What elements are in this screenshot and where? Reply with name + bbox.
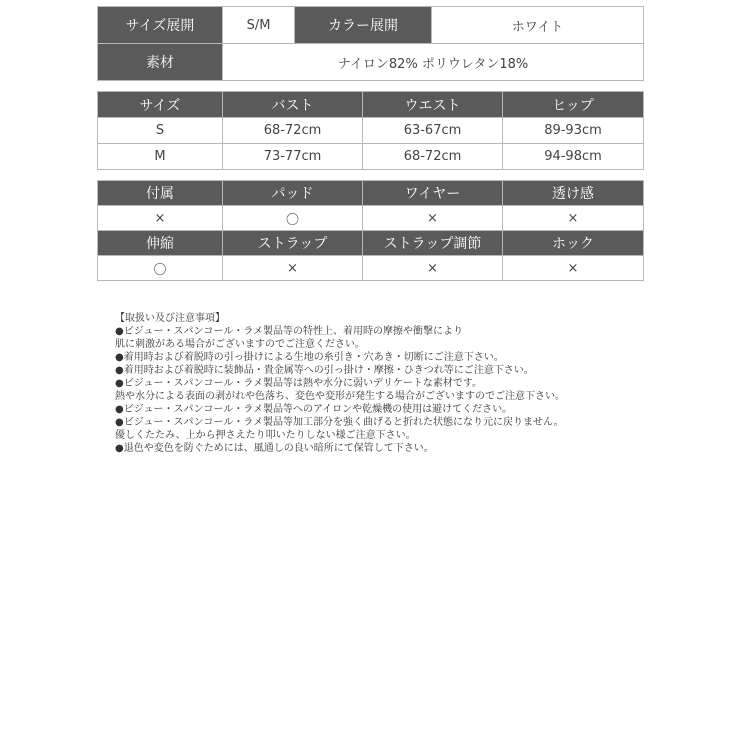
size-range-label: サイズ展開: [98, 7, 223, 44]
stretch-value: 〇: [98, 256, 223, 281]
waist-header: ウエスト: [363, 92, 503, 118]
spec-row-material: [98, 44, 644, 81]
feature-value-row-2: [98, 256, 644, 281]
note-line: ●ビジュー・スパンコール・ラメ製品等加工部分を強く曲げると折れた状態になり元に戻りません。: [115, 417, 564, 428]
color-range-value: ホワイト: [432, 7, 644, 44]
feature-value-row-1: [98, 206, 644, 231]
hook-value: ×: [503, 256, 644, 281]
size-range-value: S/M: [223, 7, 295, 44]
note-line: ●ビジュー・スパンコール・ラメ製品等へのアイロンや乾燥機の使用は避けてください。: [115, 404, 513, 415]
sheerness-header: 透け感: [503, 181, 644, 206]
hook-header: ホック: [503, 231, 644, 256]
accessory-header: 付属: [98, 181, 223, 206]
note-line: ●退色や変色を防ぐためには、風通しの良い暗所にて保管して下さい。: [115, 443, 434, 454]
care-notes: [115, 312, 635, 455]
wire-header: ワイヤー: [363, 181, 503, 206]
hip-cell: 89-93cm: [503, 118, 644, 144]
note-line: 肌に刺激がある場合がございますのでご注意ください。: [115, 339, 365, 350]
note-line: ●ビジュー・スパンコール・ラメ製品等の特性上、着用時の摩擦や衝撃により: [115, 326, 464, 337]
bust-header: バスト: [223, 92, 363, 118]
hip-cell: 94-98cm: [503, 144, 644, 170]
accessory-value: ×: [98, 206, 223, 231]
note-line: ●ビジュー・スパンコール・ラメ製品等は熱や水分に弱いデリケートな素材です。: [115, 378, 483, 389]
size-cell: S: [98, 118, 223, 144]
size-table: [97, 91, 644, 170]
feature-table: [97, 180, 644, 281]
strap-header: ストラップ: [223, 231, 363, 256]
bust-cell: 68-72cm: [223, 118, 363, 144]
hip-header: ヒップ: [503, 92, 644, 118]
feature-header-row-2: [98, 231, 644, 256]
bust-cell: 73-77cm: [223, 144, 363, 170]
pad-value: 〇: [223, 206, 363, 231]
feature-header-row-1: [98, 181, 644, 206]
strap-adjust-value: ×: [363, 256, 503, 281]
sheerness-value: ×: [503, 206, 644, 231]
waist-cell: 68-72cm: [363, 144, 503, 170]
note-line: 優しくたたみ、上から押さえたり叩いたりしない様ご注意下さい。: [115, 430, 416, 441]
pad-header: パッド: [223, 181, 363, 206]
note-line: ●着用時および着脱時の引っ掛けによる生地の糸引き・穴あき・切断にご注意下さい。: [115, 352, 504, 363]
size-row-m: [98, 144, 644, 170]
size-header: サイズ: [98, 92, 223, 118]
strap-value: ×: [223, 256, 363, 281]
note-line: 熱や水分による表面の剥がれや色落ち、変色や変形が発生する場合がございますのでご注意下さい。: [115, 391, 565, 402]
waist-cell: 63-67cm: [363, 118, 503, 144]
size-cell: M: [98, 144, 223, 170]
notes-title: 【取扱い及び注意事項】: [115, 313, 225, 324]
material-value: ナイロン82% ポリウレタン18%: [223, 44, 644, 81]
stretch-header: 伸縮: [98, 231, 223, 256]
note-line: ●着用時および着脱時に装飾品・貴金属等への引っ掛け・摩擦・ひきつれ等にご注意下さい。: [115, 365, 534, 376]
size-row-s: [98, 118, 644, 144]
spec-table: [97, 6, 644, 81]
wire-value: ×: [363, 206, 503, 231]
size-table-header: [98, 92, 644, 118]
strap-adjust-header: ストラップ調節: [363, 231, 503, 256]
spec-row-size-color: [98, 7, 644, 44]
material-label: 素材: [98, 44, 223, 81]
color-range-label: カラー展開: [295, 7, 432, 44]
